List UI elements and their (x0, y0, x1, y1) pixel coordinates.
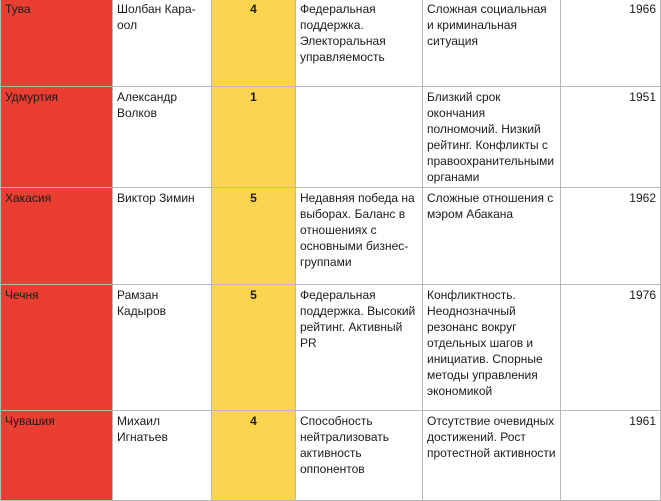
region-cell: Тува (1, 0, 113, 87)
score-cell: 4 (212, 0, 296, 87)
weaknesses-cell: Сложная социальная и криминальная ситуация (423, 0, 561, 87)
region-cell: Чувашия (1, 411, 113, 501)
birth-year-cell: 1966 (561, 0, 661, 87)
weaknesses-cell: Близкий срок окончания полномочий. Низкий рейтинг. Конфликты с правоохранительными органами (423, 87, 561, 188)
birth-year-cell: 1962 (561, 188, 661, 285)
governor-cell: Рамзан Кадыров (113, 285, 212, 411)
region-cell: Удмуртия (1, 87, 113, 188)
weaknesses-cell: Сложные отношения с мэром Абакана (423, 188, 561, 285)
weaknesses-cell: Конфликтность. Неоднозначный резонанс вокруг отдельных шагов и инициатив. Спорные методы управления экономикой (423, 285, 561, 411)
governor-cell: Александр Волков (113, 87, 212, 188)
region-cell: Хакасия (1, 188, 113, 285)
table-row (1, 411, 661, 501)
strengths-cell: Способность нейтрализовать активность оппонентов (296, 411, 423, 501)
birth-year-cell: 1951 (561, 87, 661, 188)
governor-cell: Виктор Зимин (113, 188, 212, 285)
strengths-cell: Недавняя победа на выборах. Баланс в отношениях с основными бизнес-группами (296, 188, 423, 285)
strengths-cell: Федеральная поддержка. Электоральная управляемость (296, 0, 423, 87)
score-cell: 4 (212, 411, 296, 501)
governor-cell: Шолбан Кара-оол (113, 0, 212, 87)
region-cell: Чечня (1, 285, 113, 411)
strengths-cell: Федеральная поддержка. Высокий рейтинг. Активный PR (296, 285, 423, 411)
birth-year-cell: 1976 (561, 285, 661, 411)
weaknesses-cell: Отсутствие очевидных достижений. Рост протестной активности (423, 411, 561, 501)
score-cell: 1 (212, 87, 296, 188)
table-row (1, 188, 661, 285)
birth-year-cell: 1961 (561, 411, 661, 501)
score-cell: 5 (212, 188, 296, 285)
governor-cell: Михаил Игнатьев (113, 411, 212, 501)
score-cell: 5 (212, 285, 296, 411)
table-row (1, 285, 661, 411)
table-row (1, 0, 661, 87)
table-row (1, 87, 661, 188)
strengths-cell (296, 87, 423, 188)
